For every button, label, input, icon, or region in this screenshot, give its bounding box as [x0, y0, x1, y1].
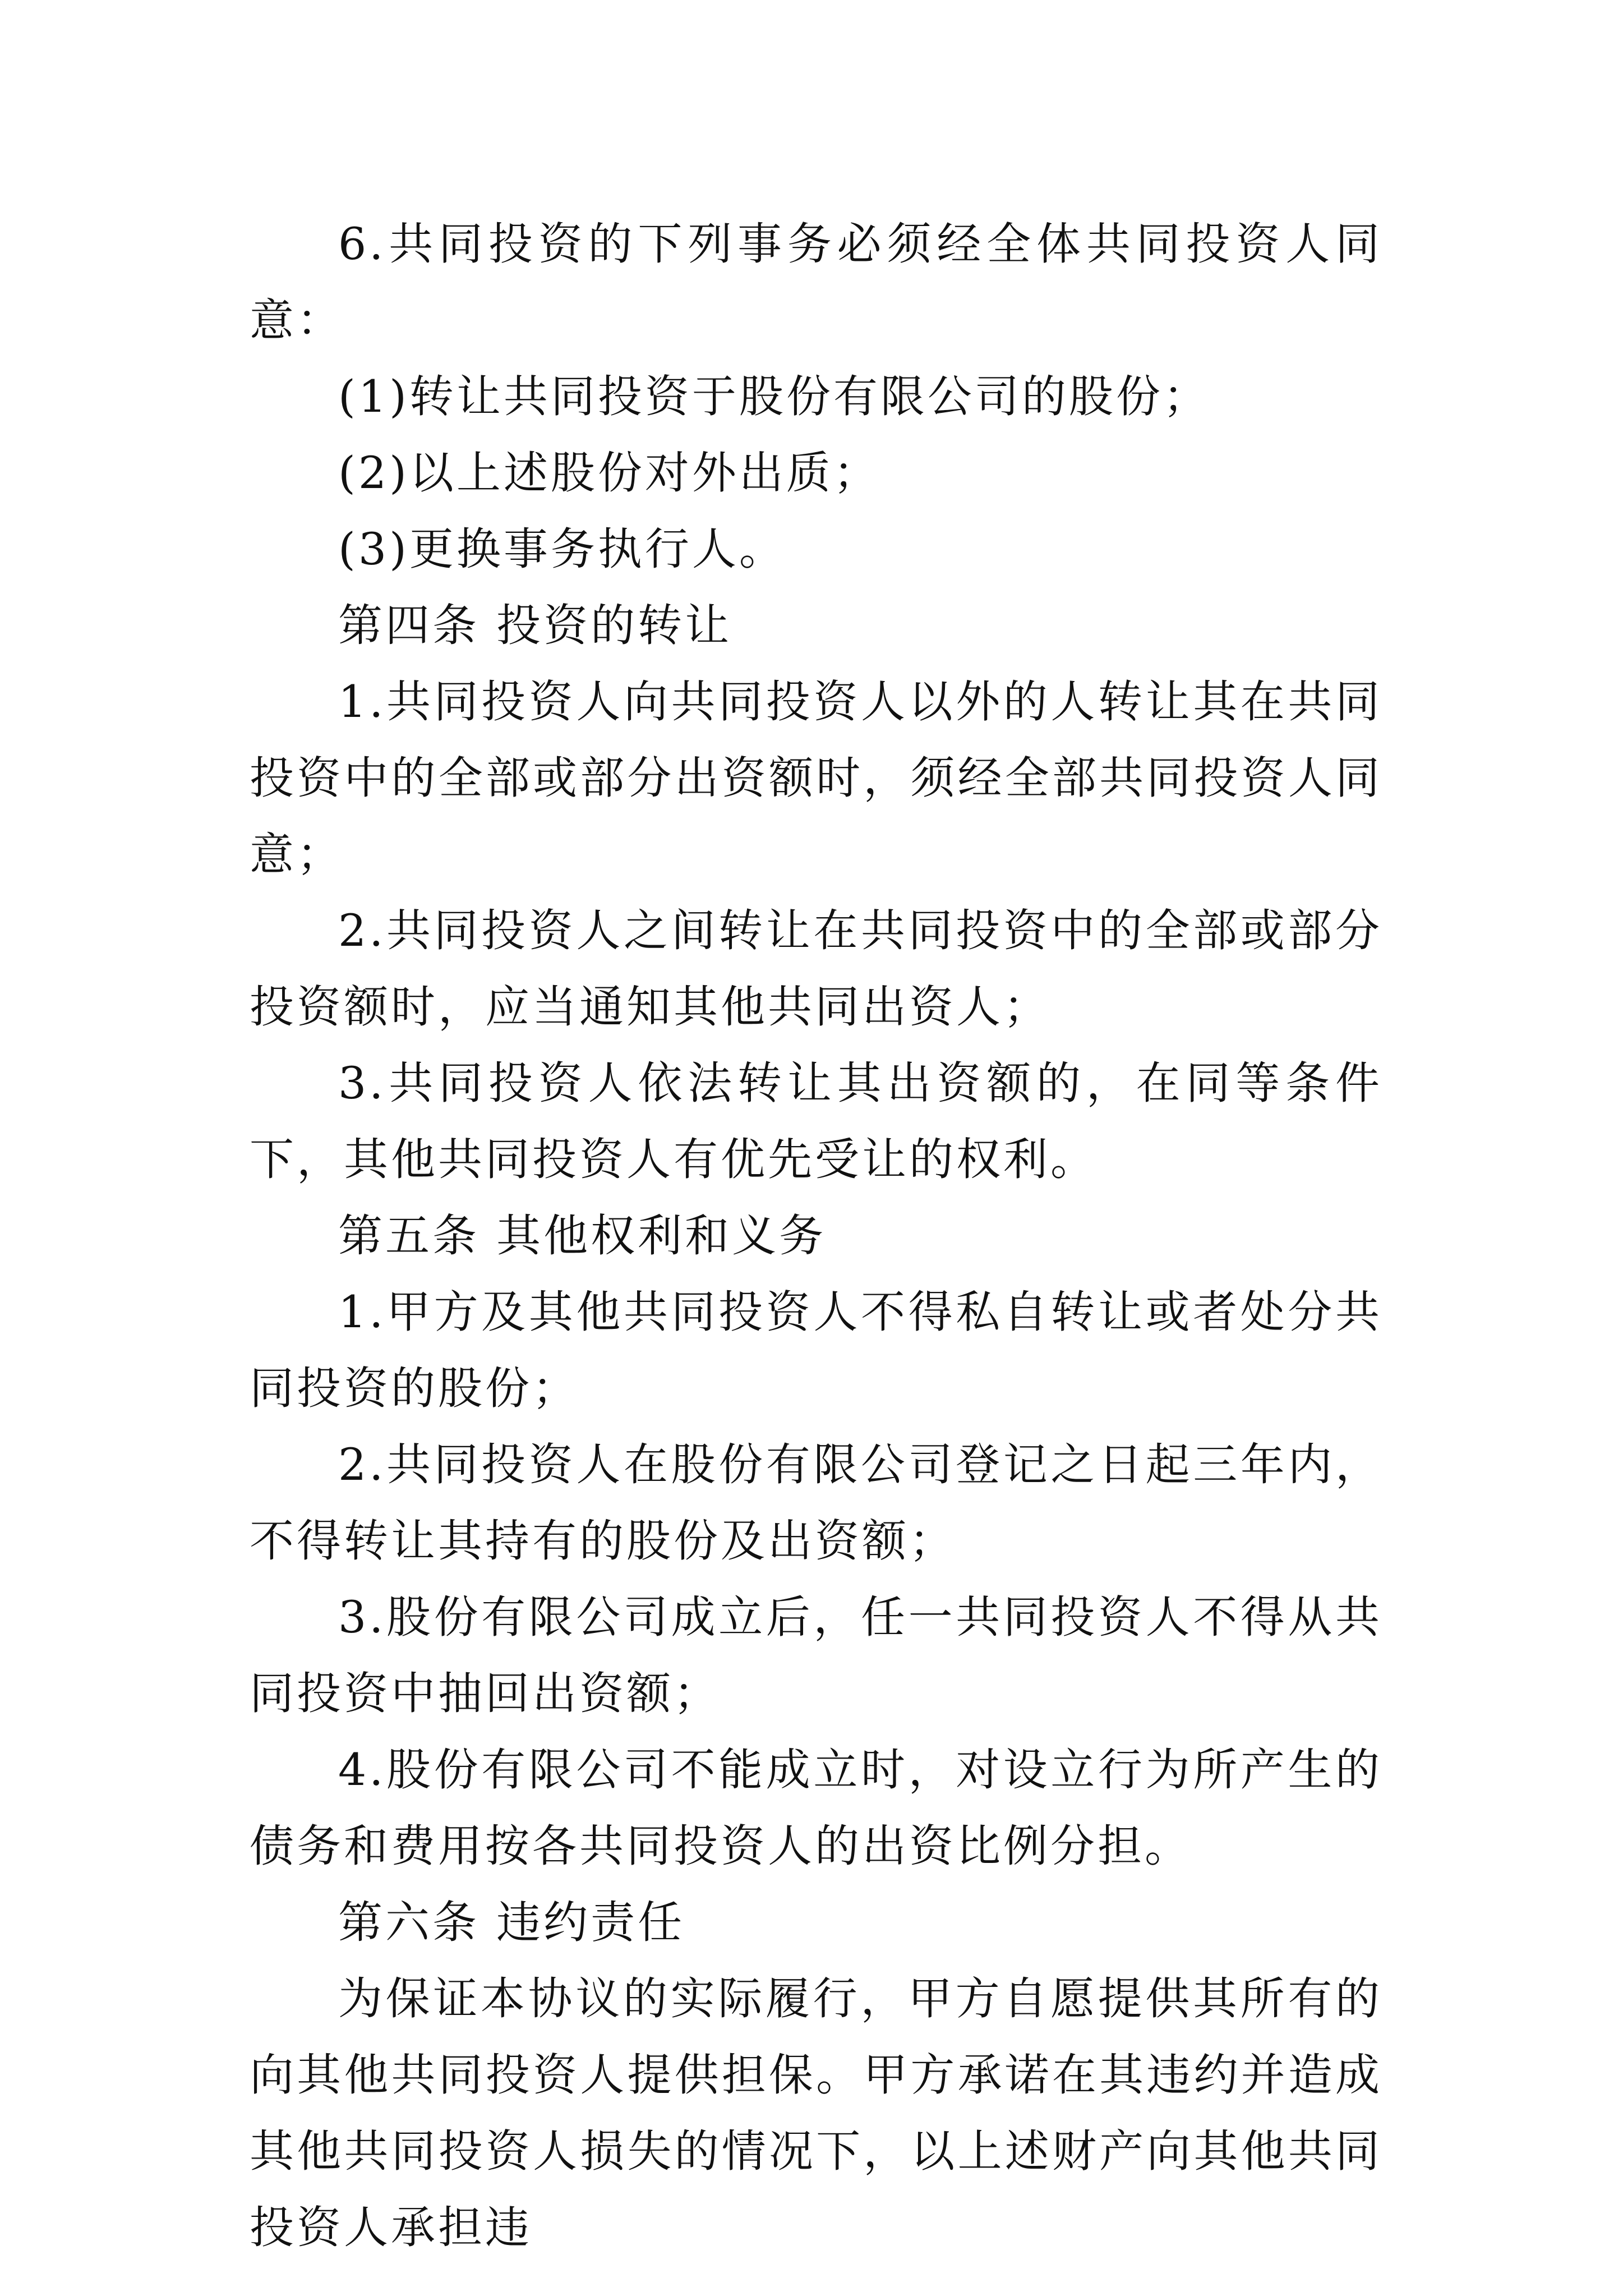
article-5-item-1: 1.甲方及其他共同投资人不得私自转让或者处分共同投资的股份；: [250, 1286, 1382, 1414]
clause-3-item-6: 6.共同投资的下列事务必须经全体共同投资人同意：: [250, 218, 1382, 346]
clause-3-item-6-sub-2: (2)以上述股份对外出质；: [338, 447, 880, 499]
article-5-item-3: 3.股份有限公司成立后，任一共同投资人不得从共同投资中抽回出资额；: [250, 1591, 1382, 1719]
article-5-heading: 第五条 其他权利和义务: [338, 1210, 827, 1262]
article-5-item-4: 4.股份有限公司不能成立时，对设立行为所产生的债务和费用按各共同投资人的出资比例分担。: [250, 1744, 1382, 1872]
document-page: [250, 206, 1382, 2266]
clause-3-item-6-sub-1: (1)转让共同投资于股份有限公司的股份；: [338, 371, 1210, 422]
article-6-body: 为保证本协议的实际履行，甲方自愿提供其所有的向其他共同投资人提供担保。甲方承诺在其违约并造成其他共同投资人损失的情况下，以上述财产向其他共同投资人承担违: [250, 1973, 1382, 2253]
article-4-heading: 第四条 投资的转让: [338, 600, 732, 651]
clause-3-item-6-sub-3: (3)更换事务执行人。: [338, 523, 786, 575]
article-4-item-2: 2.共同投资人之间转让在共同投资中的全部或部分投资额时，应当通知其他共同出资人；: [250, 905, 1382, 1033]
article-4-item-3: 3.共同投资人依法转让其出资额的，在同等条件下，其他共同投资人有优先受让的权利。: [250, 1057, 1382, 1185]
article-6-heading: 第六条 违约责任: [338, 1897, 685, 1948]
article-4-item-1: 1.共同投资人向共同投资人以外的人转让其在共同投资中的全部或部分出资额时，须经全部共同投资人同意；: [250, 676, 1382, 880]
article-5-item-2: 2.共同投资人在股份有限公司登记之日起三年内，不得转让其持有的股份及出资额；: [250, 1439, 1382, 1567]
